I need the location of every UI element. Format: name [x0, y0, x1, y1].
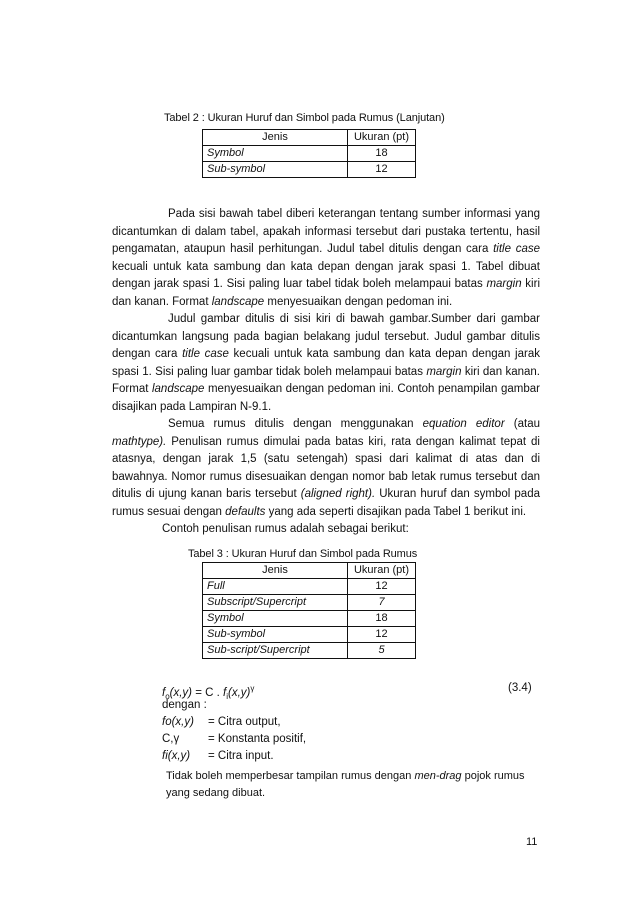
table-row	[203, 627, 416, 643]
cell-jenis: Subscript/Supercript	[203, 595, 348, 611]
paragraph-example-intro: Contoh penulisan rumus adalah sebagai berikut:	[162, 523, 409, 535]
table2	[202, 129, 416, 178]
formula-def-row	[162, 731, 306, 748]
cell-ukuran: 12	[348, 627, 416, 643]
body-text	[112, 206, 540, 539]
cell-ukuran: 18	[348, 146, 416, 162]
page-number: 11	[526, 836, 538, 848]
cell-jenis: Symbol	[203, 146, 348, 162]
table-row	[203, 162, 416, 178]
table3	[202, 562, 416, 659]
def-symbol: fi(x,y)	[162, 750, 191, 762]
cell-ukuran: 12	[348, 579, 416, 595]
cell-ukuran: 12	[348, 162, 416, 178]
header-jenis: Jenis	[203, 130, 348, 146]
cell-jenis: Sub-symbol	[203, 162, 348, 178]
paragraph-figure-notes: Judul gambar ditulis di sisi kiri di bawah gambar.Sumber dari gambar dicantumkan langsung pada bagian belakang judul tersebut. Judul gambar ditulis dengan cara title case kecuali untuk kata sambung dan kata depan dengan jarak spasi 1. Sisi paling luar gambar tidak boleh melampaui batas margin kiri dan kanan. Format landscape menyesuaikan dengan pedoman ini. Contoh penampilan gambar disajikan pada Lampiran N-9.1.	[112, 313, 540, 413]
formula-number: (3.4)	[508, 682, 532, 694]
cell-ukuran: 18	[348, 611, 416, 627]
formula-def-row	[162, 714, 281, 731]
header-ukuran: Ukuran (pt)	[348, 130, 416, 146]
table3-caption: Tabel 3 : Ukuran Huruf dan Simbol pada Rumus	[188, 548, 418, 560]
cell-ukuran: 5	[348, 643, 416, 659]
paragraph-table-notes: Pada sisi bawah tabel diberi keterangan tentang sumber informasi yang dicantumkan di dalam tabel, apakah informasi tersebut dari pustaka tertentu, hasil pengamatan, ataupun hasil perhitungan. Judul tabel ditulis dengan cara title case kecuali untuk kata sambung dan kata depan dengan jarak spasi 1. Tabel dibuat dengan jarak spasi 1. Sisi paling luar tabel tidak boleh melampaui batas margin kiri dan kanan. Format landscape menyesuaikan dengan pedoman ini.	[112, 208, 540, 308]
cell-jenis: Sub-script/Supercript	[203, 643, 348, 659]
table2-caption: Tabel 2 : Ukuran Huruf dan Simbol pada Rumus (Lanjutan)	[164, 112, 445, 124]
formula-line: $f_o(x,y) = C$ . $f_i(x,y)^\gamma$	[162, 684, 255, 702]
cell-jenis: Sub-symbol	[203, 627, 348, 643]
formula-note: Tidak boleh memperbesar tampilan rumus dengan men-drag pojok rumus yang sedang dibuat.	[166, 770, 525, 799]
def-symbol: fo(x,y)	[162, 716, 194, 728]
table-header-row	[203, 130, 416, 146]
def-desc: = Citra output,	[208, 716, 281, 728]
cell-jenis: Symbol	[203, 611, 348, 627]
table-row	[203, 611, 416, 627]
def-desc: = Citra input.	[208, 750, 274, 762]
table-row	[203, 595, 416, 611]
table-row	[203, 643, 416, 659]
def-symbol: C,γ	[162, 733, 180, 745]
header-jenis: Jenis	[203, 563, 348, 579]
header-ukuran: Ukuran (pt)	[348, 563, 416, 579]
cell-jenis: Full	[203, 579, 348, 595]
def-desc: = Konstanta positif,	[208, 733, 307, 745]
cell-ukuran: 7	[348, 595, 416, 611]
formula-def-row	[162, 748, 274, 765]
table-header-row	[203, 563, 416, 579]
table-row	[203, 579, 416, 595]
paragraph-formula-notes: Semua rumus ditulis dengan menggunakan equation editor (atau mathtype). Penulisan rumus dimulai pada batas kiri, rata dengan kalimat tepat di atasnya, dengan jarak 1,5 (satu setengah) spasi dari kalimat di atas dan di bawahnya. Nomor rumus disesuaikan dengan nomor bab letak rumus tersebut dan ditulis di ujung kanan baris tersebut (aligned right). Ukuran huruf dan symbol pada rumus sesuai dengan defaults yang ada seperti disajikan pada Tabel 1 berikut ini.	[112, 418, 540, 518]
formula-dengan: dengan :	[162, 699, 207, 711]
table-row	[203, 146, 416, 162]
